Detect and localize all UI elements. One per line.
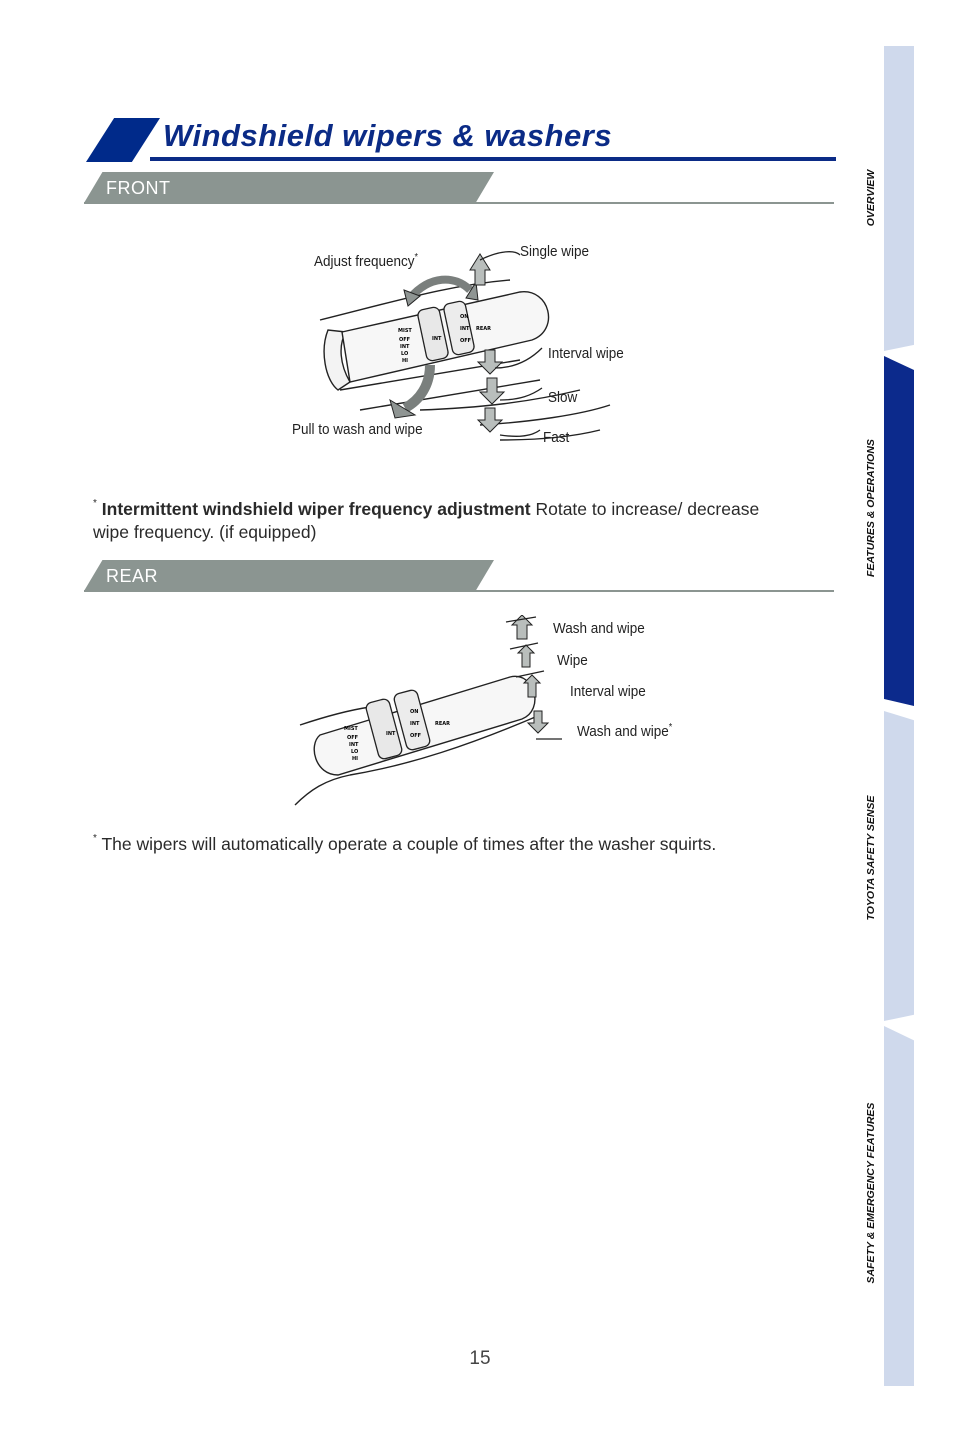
sidebar-label-safety-sense[interactable]: TOYOTA SAFETY SENSE [865,795,877,921]
callout-rear-wash-and-wipe-forward: Wash and wipe* [577,722,673,740]
svg-text:ON: ON [410,709,419,715]
sidebar-tab-overview[interactable] [884,46,914,351]
svg-text:INT: INT [400,344,410,350]
section-sidebar [884,46,914,1386]
svg-text:OFF: OFF [410,733,422,739]
callout-interval-wipe: Interval wipe [548,345,624,362]
callout-adjust-frequency: Adjust frequency* [314,252,419,270]
rear-section-rule [84,590,834,592]
svg-text:INT: INT [349,742,359,748]
svg-text:OFF: OFF [347,735,359,741]
callout-fast: Fast [543,429,570,446]
callout-single-wipe: Single wipe [520,243,590,260]
svg-text:INT: INT [460,326,470,332]
svg-text:REAR: REAR [476,326,491,332]
front-note: * Intermittent windshield wiper frequency adjustment Rotate to increase/ decrease wipe frequency. (if equipped) [93,498,760,542]
sidebar-label-features[interactable]: FEATURES & OPERATIONS [865,439,877,577]
svg-text:INT: INT [386,731,396,737]
svg-text:OFF: OFF [460,338,472,344]
svg-text:ON: ON [460,314,469,320]
callout-rear-wipe: Wipe [557,652,588,669]
svg-text:MIST: MIST [398,328,412,334]
svg-text:REAR: REAR [435,721,450,727]
sidebar-tab-emergency[interactable] [884,1026,914,1386]
page-number: 15 [469,1348,491,1369]
front-section-rule [84,202,834,204]
svg-text:LO: LO [351,749,359,755]
svg-text:INT: INT [410,721,420,727]
sidebar-label-overview[interactable]: OVERVIEW [865,169,877,227]
title-accent [86,118,160,162]
svg-text:OFF: OFF [399,337,411,343]
front-section-label: FRONT [106,178,171,198]
rear-wiper-lever-illustration [290,615,590,810]
callout-slow: Slow [548,389,578,406]
svg-text:INT: INT [432,336,442,342]
callout-pull-to-wash: Pull to wash and wipe [292,421,423,438]
page-title: Windshield wipers & washers [163,118,613,153]
sidebar-tab-safety-sense[interactable] [884,711,914,1021]
svg-text:MIST: MIST [344,726,358,732]
sidebar-tab-features[interactable] [884,356,914,706]
title-underline [150,157,836,161]
svg-text:LO: LO [401,351,409,357]
rear-section-label: REAR [106,566,159,586]
svg-text:HI: HI [402,358,409,364]
sidebar-label-emergency[interactable]: SAFETY & EMERGENCY FEATURES [865,1102,877,1284]
callout-rear-interval-wipe: Interval wipe [570,683,646,700]
svg-text:HI: HI [352,756,359,762]
callout-rear-wash-and-wipe: Wash and wipe [553,620,645,637]
rear-note: * The wipers will automatically operate a couple of times after the washer squirts. [93,833,717,854]
